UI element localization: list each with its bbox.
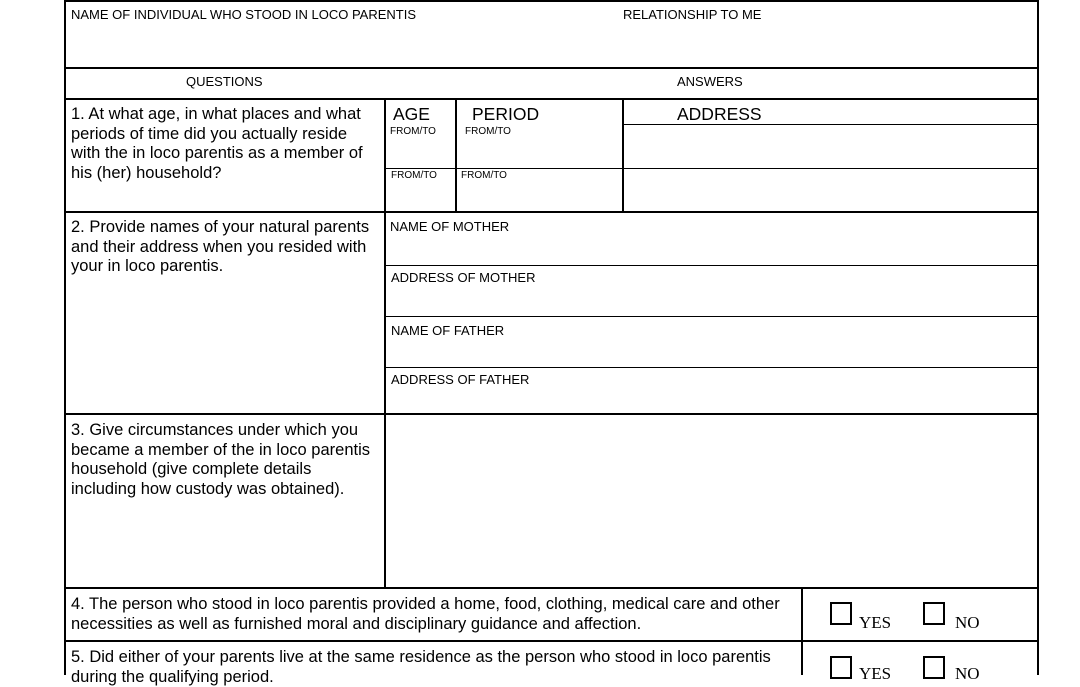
question-2-text: 2. Provide names of your natural parents and their address when you resided with your in loco parentis. <box>71 218 370 275</box>
header-divider <box>64 67 1039 69</box>
period-from-to-2: FROM/TO <box>461 170 507 181</box>
q1-period-field-2[interactable] <box>458 182 621 211</box>
q1-subheader-line <box>622 124 1038 125</box>
q4-checkbox-divider <box>801 588 803 675</box>
q2-bottom-line <box>64 413 1039 415</box>
form-top-border <box>64 0 1039 2</box>
question-5-text: 5. Did either of your parents live at the same residence as the person who stood in loco parentis during the qualifying period. <box>71 648 771 686</box>
address-of-father-field[interactable] <box>386 389 1036 413</box>
age-from-to-1: FROM/TO <box>390 126 436 137</box>
question-3-answer-field[interactable] <box>388 416 1036 586</box>
column-heading-divider <box>64 98 1039 100</box>
period-heading: PERIOD <box>472 104 540 124</box>
question-3-text: 3. Give circumstances under which you became a member of the in loco parentis household (give complete details including how custody was obtained). <box>71 421 370 498</box>
q1-period-address-divider <box>622 100 624 212</box>
q2-line-2 <box>386 316 1038 317</box>
q4-yes-checkbox[interactable] <box>830 602 852 625</box>
q4-no-checkbox[interactable] <box>923 602 945 625</box>
q5-no-label: NO <box>955 664 980 683</box>
age-heading: AGE <box>393 104 430 124</box>
question-4-text: 4. The person who stood in loco parentis provided a home, food, clothing, medical care and other necessities as well as furnished moral and disciplinary guidance and affection. <box>71 595 780 633</box>
address-of-father-label: ADDRESS OF FATHER <box>391 372 530 387</box>
name-of-father-label: NAME OF FATHER <box>391 323 505 338</box>
name-of-individual-label: NAME OF INDIVIDUAL WHO STOOD IN LOCO PARENTIS <box>71 7 417 22</box>
form-left-border <box>64 0 66 675</box>
q5-yes-checkbox[interactable] <box>830 656 852 679</box>
q1-row-divider <box>386 168 1038 169</box>
relationship-label: RELATIONSHIP TO ME <box>623 7 762 22</box>
form-right-border <box>1037 0 1039 675</box>
answers-heading: ANSWERS <box>677 74 743 89</box>
q2-line-3 <box>386 367 1038 368</box>
period-from-to-1: FROM/TO <box>465 126 511 137</box>
q3-bottom-line <box>64 587 1039 589</box>
q5-no-checkbox[interactable] <box>923 656 945 679</box>
name-of-individual-field[interactable] <box>66 26 616 67</box>
address-of-mother-label: ADDRESS OF MOTHER <box>391 270 536 285</box>
q1-age-field-2[interactable] <box>386 182 454 211</box>
q4-no-label: NO <box>955 613 980 632</box>
questions-heading: QUESTIONS <box>186 74 263 89</box>
q1-bottom-line <box>64 211 1039 213</box>
age-from-to-2: FROM/TO <box>391 170 437 181</box>
address-heading: ADDRESS <box>677 104 762 124</box>
q1-period-field-1[interactable] <box>458 137 621 167</box>
q1-address-field-1[interactable] <box>625 126 1035 167</box>
q4-yes-label: YES <box>859 613 892 632</box>
name-of-mother-label: NAME OF MOTHER <box>390 219 510 234</box>
q5-yes-label: YES <box>859 664 892 683</box>
name-of-father-field[interactable] <box>386 340 1036 366</box>
q1-age-period-divider <box>455 100 457 212</box>
address-of-mother-field[interactable] <box>386 287 1036 315</box>
q2-line-1 <box>386 265 1038 266</box>
relationship-field[interactable] <box>620 26 1035 67</box>
question-1-text: 1. At what age, in what places and what periods of time did you actually reside with the in loco parentis as a member of his (her) household? <box>71 105 363 182</box>
q4-bottom-line <box>64 640 1039 642</box>
name-of-mother-field[interactable] <box>386 236 1036 264</box>
q1-age-field-1[interactable] <box>386 137 454 167</box>
q1-address-field-2[interactable] <box>625 170 1035 211</box>
